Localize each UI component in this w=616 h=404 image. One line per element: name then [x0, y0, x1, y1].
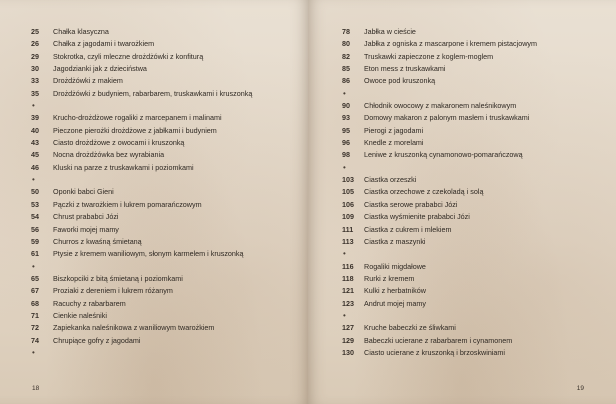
toc-entry	[31, 224, 302, 236]
separator-dot: •	[32, 347, 35, 357]
toc-page-number: 129	[342, 335, 354, 345]
toc-entry	[31, 63, 302, 75]
toc-page-number: 43	[31, 138, 39, 148]
separator-dot: •	[343, 249, 346, 259]
section-separator	[31, 100, 302, 112]
toc-page-number: 46	[31, 162, 39, 172]
toc-recipe-title: Drożdżówki z budyniem, rabarbarem, truskawkami i kruszonką	[53, 88, 253, 98]
toc-entry	[342, 51, 610, 63]
toc-entry	[342, 236, 610, 248]
toc-page-number: 53	[31, 199, 39, 209]
toc-entry	[31, 38, 302, 50]
toc-page-number: 71	[31, 310, 39, 320]
section-separator	[342, 88, 610, 100]
section-separator	[31, 261, 302, 273]
toc-recipe-title: Kruche babeczki ze śliwkami	[364, 323, 456, 333]
toc-entry	[31, 125, 302, 137]
toc-entry	[342, 211, 610, 223]
toc-recipe-title: Racuchy z rabarbarem	[53, 298, 126, 308]
toc-recipe-title: Knedle z morelami	[364, 138, 424, 148]
toc-recipe-title: Churros z kwaśną śmietaną	[53, 236, 142, 246]
toc-recipe-title: Ptysie z kremem waniliowym, słonym karmelem i kruszonką	[53, 249, 244, 259]
separator-dot: •	[343, 88, 346, 98]
toc-page-number: 26	[31, 39, 39, 49]
section-separator	[342, 162, 610, 174]
toc-entry	[342, 137, 610, 149]
separator-dot: •	[343, 310, 346, 320]
toc-recipe-title: Chrupiące gofry z jagodami	[53, 335, 141, 345]
toc-recipe-title: Babeczki ucierane z rabarbarem i cynamonem	[364, 335, 513, 345]
toc-recipe-title: Kluski na parze z truskawkami i poziomkami	[53, 162, 194, 172]
page-number-left: 18	[32, 385, 40, 392]
toc-entry	[342, 149, 610, 161]
toc-page-number: 90	[342, 101, 350, 111]
section-separator	[31, 347, 302, 359]
toc-page-number: 56	[31, 224, 39, 234]
toc-recipe-title: Pierogi z jagodami	[364, 125, 424, 135]
toc-recipe-title: Chłodnik owocowy z makaronem naleśnikowym	[364, 101, 517, 111]
toc-page-number: 103	[342, 175, 354, 185]
toc-page-number: 113	[342, 236, 354, 246]
toc-entry	[342, 285, 610, 297]
toc-entry	[342, 125, 610, 137]
toc-page-number: 67	[31, 286, 39, 296]
toc-recipe-title: Oponki babci Gieni	[53, 187, 114, 197]
toc-page-number: 85	[342, 64, 350, 74]
toc-recipe-title: Ciasto drożdżowe z owocami i kruszonką	[53, 138, 185, 148]
toc-page-number: 96	[342, 138, 350, 148]
toc-recipe-title: Chrust prababci Józi	[53, 212, 119, 222]
toc-page-number: 121	[342, 286, 354, 296]
toc-recipe-title: Andrut mojej mamy	[364, 298, 426, 308]
toc-entry	[342, 112, 610, 124]
toc-page-number: 54	[31, 212, 39, 222]
toc-recipe-title: Cienkie naleśniki	[53, 310, 107, 320]
separator-dot: •	[343, 162, 346, 172]
toc-entry	[31, 112, 302, 124]
toc-recipe-title: Truskawki zapieczone z koglem-moglem	[364, 51, 494, 61]
toc-entry	[31, 26, 302, 38]
toc-recipe-title: Krucho-drożdżowe rogaliki z marcepanem i malinami	[53, 113, 222, 123]
toc-recipe-title: Ciastka z maszynki	[364, 236, 426, 246]
toc-entry	[342, 347, 610, 359]
toc-entry	[342, 261, 610, 273]
toc-entry	[31, 310, 302, 322]
toc-recipe-title: Proziaki z dereniem i lukrem różanym	[53, 286, 173, 296]
toc-entry	[31, 88, 302, 100]
toc-recipe-title: Zapiekanka naleśnikowa z waniliowym twarożkiem	[53, 323, 215, 333]
toc-page-number: 25	[31, 27, 39, 36]
toc-entry	[31, 75, 302, 87]
toc-recipe-title: Ciasto ucierane z kruszonką i brzoskwiniami	[364, 347, 506, 357]
toc-recipe-title: Stokrotka, czyli mleczne drożdżówki z konfiturą	[53, 51, 204, 61]
toc-entry	[31, 285, 302, 297]
toc-recipe-title: Chałka klasyczna	[53, 27, 109, 36]
toc-recipe-title: Eton mess z truskawkami	[364, 64, 446, 74]
toc-page-number: 80	[342, 39, 350, 49]
toc-page-number: 86	[342, 76, 350, 86]
toc-recipe-title: Rogaliki migdałowe	[364, 261, 426, 271]
toc-page-number: 95	[342, 125, 350, 135]
toc-recipe-title: Ciastka serowe prababci Józi	[364, 199, 458, 209]
toc-entry	[342, 100, 610, 112]
toc-recipe-title: Chałka z jagodami i twarożkiem	[53, 39, 155, 49]
toc-recipe-title: Jagodzianki jak z dzieciństwa	[53, 64, 147, 74]
toc-page-number: 111	[342, 224, 354, 234]
toc-entry	[31, 322, 302, 334]
toc-page-number: 45	[31, 150, 39, 160]
toc-entry	[31, 211, 302, 223]
toc-recipe-title: Leniwe z kruszonką cynamonowo-pomarańczową	[364, 150, 523, 160]
toc-entry	[31, 248, 302, 260]
toc-entry	[342, 26, 610, 38]
section-separator	[342, 310, 610, 322]
toc-entry	[342, 273, 610, 285]
toc-page-number: 82	[342, 51, 350, 61]
toc-recipe-title: Ciastka wyśmienite prababci Józi	[364, 212, 470, 222]
toc-recipe-title: Pączki z twarożkiem i lukrem pomarańczowym	[53, 199, 202, 209]
toc-entry	[342, 38, 610, 50]
toc-page-number: 59	[31, 236, 39, 246]
toc-entry	[342, 186, 610, 198]
toc-page-number: 35	[31, 88, 39, 98]
toc-recipe-title: Ciastka orzechowe z czekoladą i solą	[364, 187, 484, 197]
toc-page-number: 40	[31, 125, 39, 135]
toc-recipe-title: Owoce pod kruszonką	[364, 76, 436, 86]
toc-entry	[342, 199, 610, 211]
toc-entry	[342, 335, 610, 347]
toc-entry	[342, 224, 610, 236]
toc-page-number: 106	[342, 199, 354, 209]
toc-recipe-title: Jabłka z ogniska z mascarpone i kremem pistacjowym	[364, 39, 537, 49]
toc-recipe-title: Drożdżówki z makiem	[53, 76, 123, 86]
toc-entry	[31, 186, 302, 198]
toc-page-number: 30	[31, 64, 39, 74]
separator-dot: •	[32, 261, 35, 271]
toc-page-number: 109	[342, 212, 354, 222]
toc-entry	[342, 63, 610, 75]
toc-entry	[31, 199, 302, 211]
right-page	[308, 0, 616, 404]
toc-recipe-title: Jabłka w cieście	[364, 27, 416, 36]
toc-page-number: 130	[342, 347, 354, 357]
toc-entry	[31, 51, 302, 63]
toc-recipe-title: Kulki z herbatników	[364, 286, 426, 296]
separator-dot: •	[32, 101, 35, 111]
toc-page-number: 65	[31, 273, 39, 283]
table-of-contents-right	[342, 26, 610, 359]
toc-page-number: 33	[31, 76, 39, 86]
toc-page-number: 50	[31, 187, 39, 197]
toc-entry	[31, 335, 302, 347]
page-number-right: 19	[576, 385, 584, 392]
toc-page-number: 74	[31, 335, 39, 345]
toc-page-number: 39	[31, 113, 39, 123]
toc-page-number: 29	[31, 51, 39, 61]
toc-entry	[342, 75, 610, 87]
toc-entry	[342, 174, 610, 186]
toc-entry	[31, 298, 302, 310]
table-of-contents-left	[31, 26, 302, 359]
toc-recipe-title: Nocna drożdżówka bez wyrabiania	[53, 150, 165, 160]
toc-page-number: 118	[342, 273, 354, 283]
toc-page-number: 123	[342, 298, 354, 308]
toc-page-number: 68	[31, 298, 39, 308]
toc-entry	[31, 273, 302, 285]
toc-recipe-title: Pieczone pierożki drożdżowe z jabłkami i budyniem	[53, 125, 217, 135]
toc-recipe-title: Biszkopciki z bitą śmietaną i poziomkami	[53, 273, 183, 283]
toc-page-number: 105	[342, 187, 354, 197]
section-separator	[31, 174, 302, 186]
toc-recipe-title: Rurki z kremem	[364, 273, 415, 283]
toc-page-number: 127	[342, 323, 354, 333]
toc-entry	[342, 322, 610, 334]
toc-page-number: 61	[31, 249, 39, 259]
toc-recipe-title: Domowy makaron z palonym masłem i truskawkami	[364, 113, 530, 123]
toc-page-number: 116	[342, 261, 354, 271]
toc-page-number: 93	[342, 113, 350, 123]
toc-entry	[31, 236, 302, 248]
toc-recipe-title: Ciastka orzeszki	[364, 175, 417, 185]
toc-recipe-title: Ciastka z cukrem i mlekiem	[364, 224, 452, 234]
toc-entry	[342, 298, 610, 310]
toc-page-number: 72	[31, 323, 39, 333]
toc-page-number: 98	[342, 150, 350, 160]
toc-entry	[31, 149, 302, 161]
toc-page-number: 78	[342, 27, 350, 36]
separator-dot: •	[32, 175, 35, 185]
toc-entry	[31, 137, 302, 149]
section-separator	[342, 248, 610, 260]
toc-entry	[31, 162, 302, 174]
toc-recipe-title: Faworki mojej mamy	[53, 224, 119, 234]
